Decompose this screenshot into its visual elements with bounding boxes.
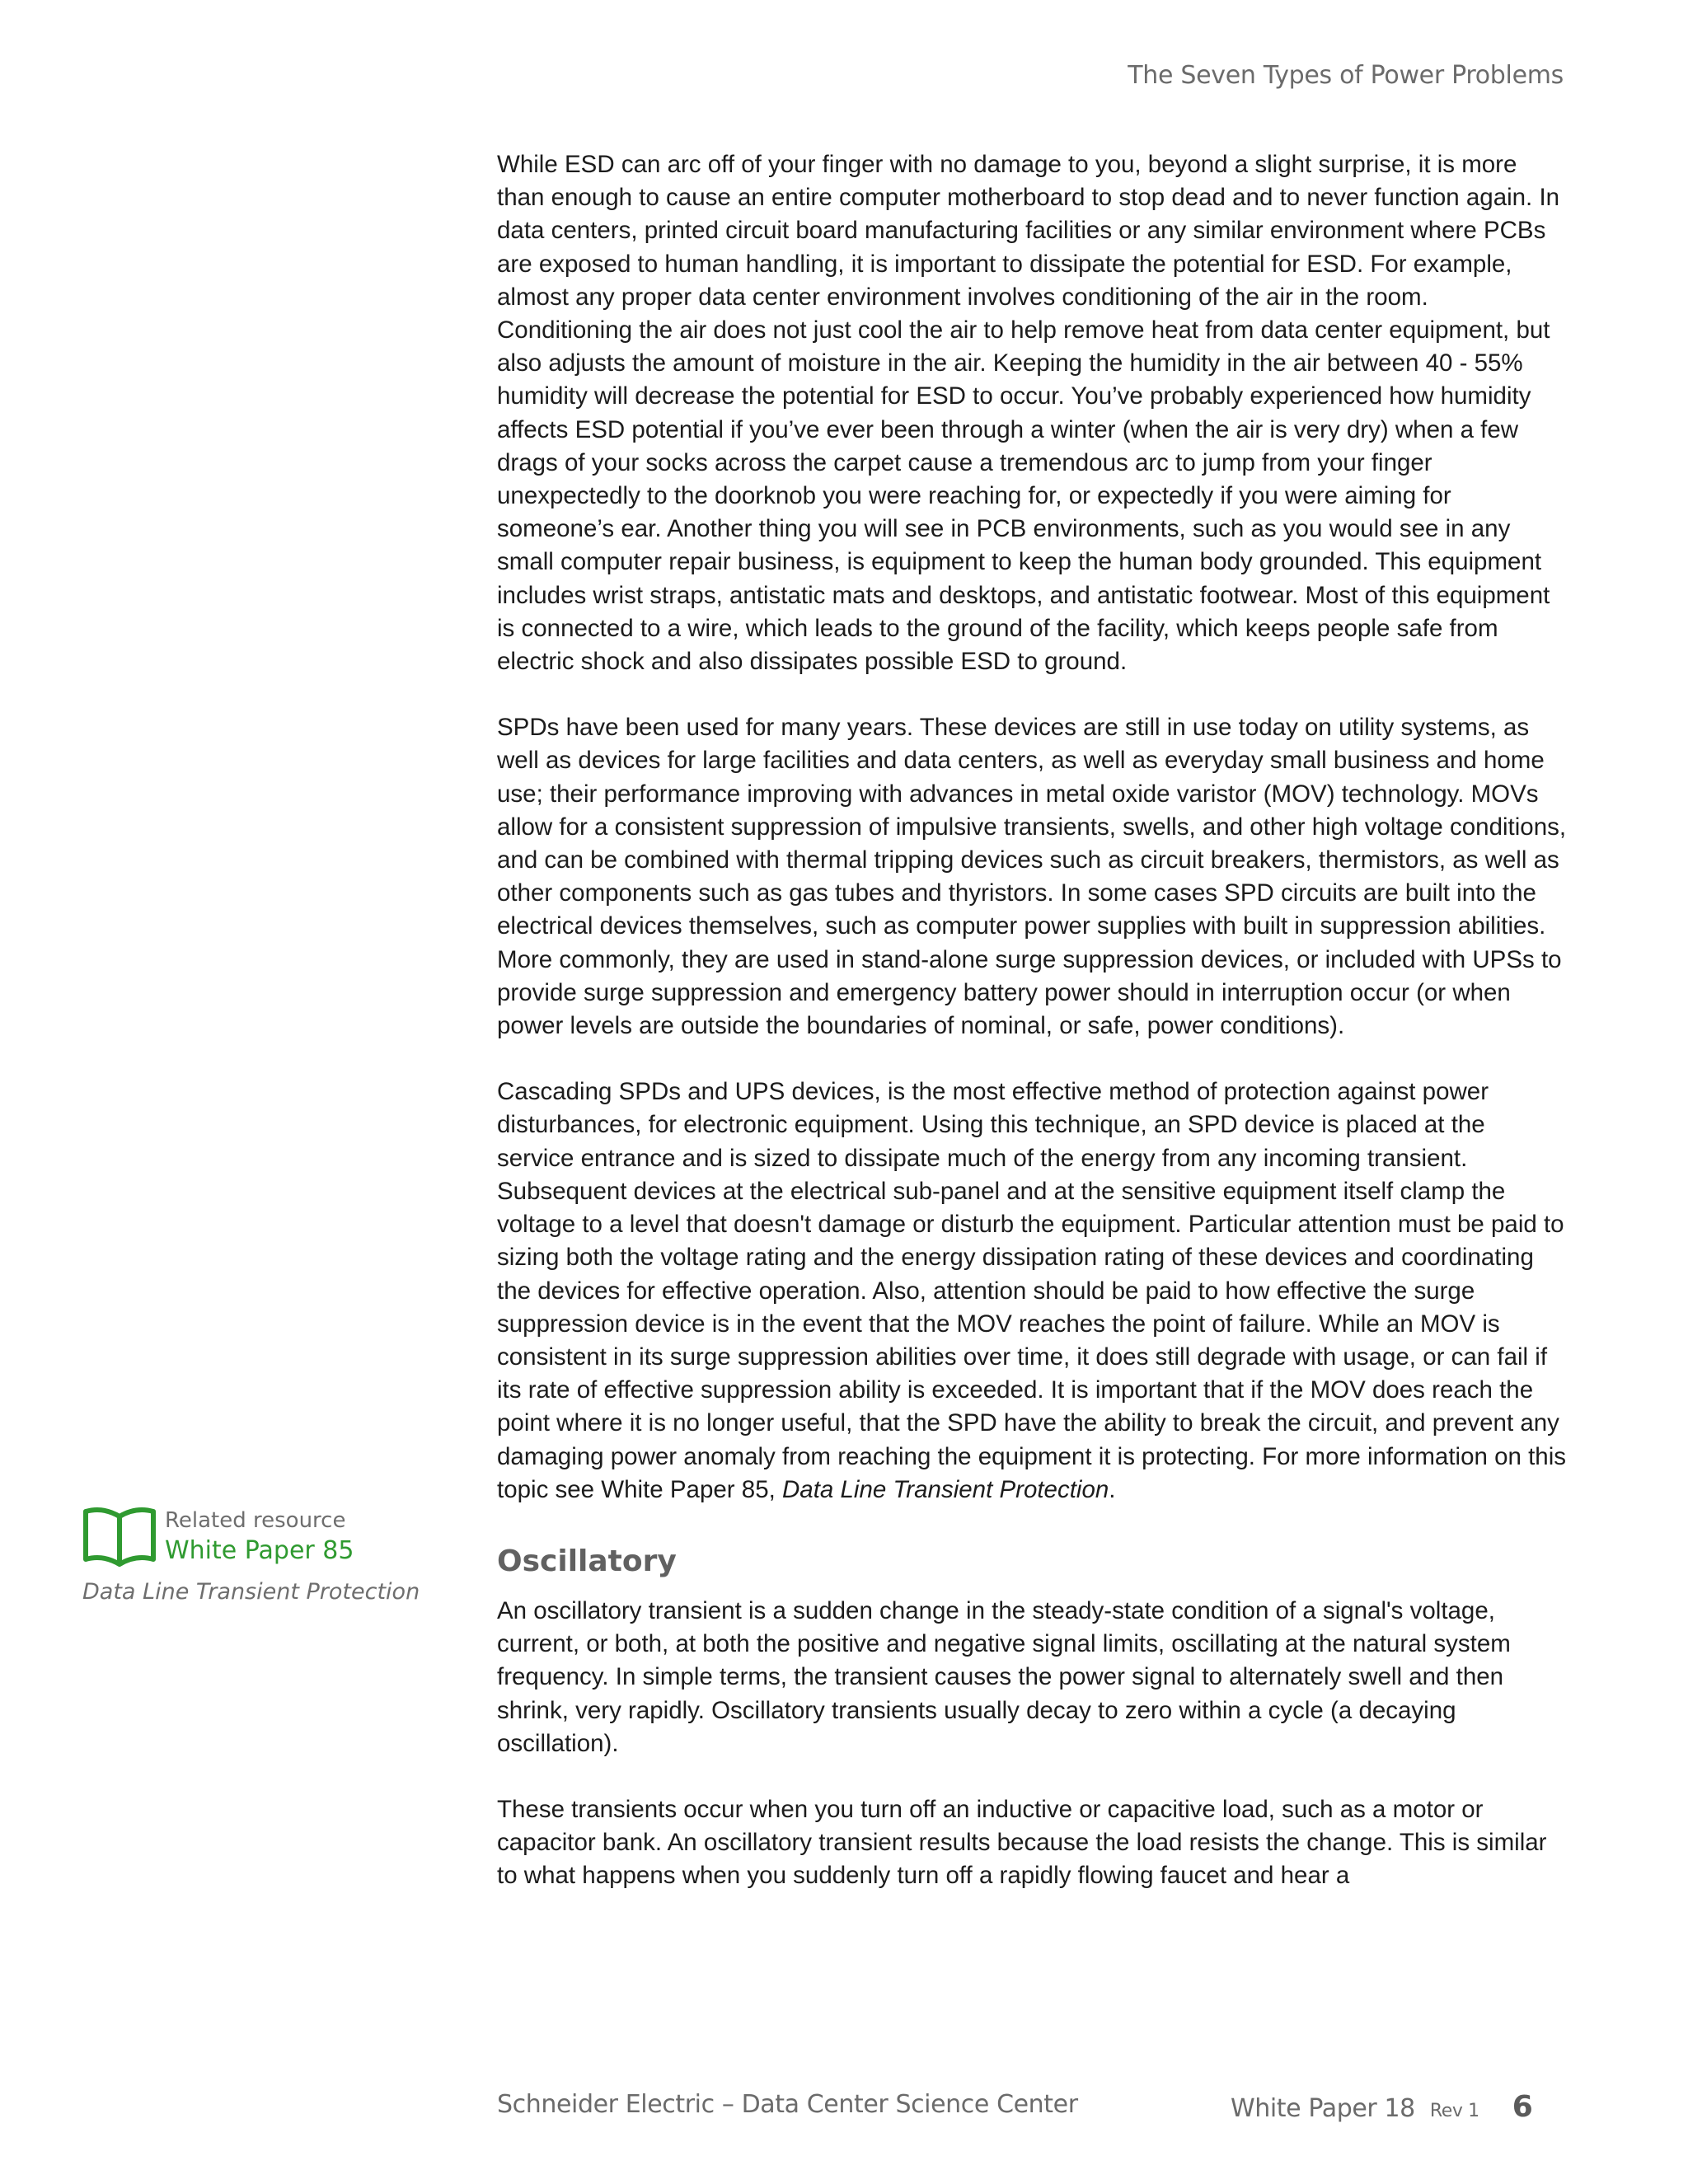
paragraph-cascading-text: Cascading SPDs and UPS devices, is the most effective method of protection against power disturbances, for electronic equipment. Using this technique, an SPD device is placed at the service entrance and is sized to dissipate much of the energy from any incoming transient. Subsequent devices at the electrical sub-panel and at the sensitive equipment itself clamp the voltage to a level that doesn't damage or disturb the equipment. Particular attention must be paid to sizing both the voltage rating and the energy dissipation rating of these devices and coordinating the devices for effective operation. Also, attention should be paid to how effective the surge suppression device is in the event that the MOV reaches the point of failure. While an MOV is consistent in its surge suppression abilities over time, it does still degrade with usage, or can fail if its rate of effective suppression ability is exceeded. It is important that if the MOV does reach the point where it is no longer useful, that the SPD have the ability to break the circuit, and prevent any damaging power anomaly from reaching the equipment it is protecting. For more information on this topic see White Paper 85, — [497, 1078, 1567, 1503]
running-header-title: The Seven Types of Power Problems — [1128, 61, 1564, 90]
page-number: 6 — [1512, 2090, 1533, 2124]
paragraph-cascading-end: . — [1109, 1475, 1116, 1503]
section-heading-oscillatory: Oscillatory — [497, 1544, 677, 1578]
footer-paper-info — [1231, 2090, 1532, 2124]
related-white-paper-link[interactable]: White Paper 85 — [165, 1536, 354, 1565]
paragraph-cascading — [497, 1076, 1568, 1507]
paragraph-oscillatory-cause: These transients occur when you turn off an inductive or capacitive load, such as a motor or capacitor bank. An oscillatory transient results because the load resists the change. This is similar to what happens when you suddenly turn off a rapidly flowing faucet and hear a — [497, 1795, 1547, 1890]
related-resource-label: Related resource — [165, 1508, 346, 1533]
footer-white-paper: White Paper 18 — [1231, 2094, 1415, 2123]
paragraph-esd: While ESD can arc off of your finger with no damage to you, beyond a slight surprise, it is more than enough to cause an entire computer motherboard to stop dead and to never function again. In data centers, printed circuit board manufacturing facilities or any similar environment where PCBs are exposed to human handling, it is important to dissipate the potential for ESD. For example, almost any proper data center environment involves conditioning of the air in the room. Conditioning the air does not just cool the air to help remove heat from data center equipment, but also adjusts the amount of moisture in the air. Keeping the humidity in the air between 40 - 55% humidity will decrease the potential for ESD to occur. You’ve probably experienced how humidity affects ESD potential if you’ve ever been through a winter (when the air is very dry) when a few drags of your socks across the carpet cause a tremendous arc to jump from your finger unexpectedly to the doorknob you were reaching for, or expectedly if you were aiming for someone’s ear. Another thing you will see in PCB environments, such as you would see in any small computer repair business, is equipment to keep the human body grounded. This equipment includes wrist straps, antistatic mats and desktops, and antistatic footwear. Most of this equipment is connected to a wire, which leads to the ground of the facility, which keeps people safe from electric shock and also dissipates possible ESD to ground. — [497, 151, 1560, 676]
footer-publisher: Schneider Electric – Data Center Science Center — [497, 2090, 1078, 2119]
main-text-column — [497, 148, 1568, 1926]
paragraph-cascading-ref-title: Data Line Transient Protection — [782, 1475, 1109, 1503]
footer-revision: Rev 1 — [1429, 2101, 1479, 2121]
related-resource-title: Data Line Transient Protection — [82, 1579, 420, 1605]
paragraph-spd: SPDs have been used for many years. These devices are still in use today on utility systems, as well as devices for large facilities and data centers, as well as everyday small business and home use; their performance improving with advances in metal oxide varistor (MOV) technology. MOVs allow for a consistent suppression of impulsive transients, swells, and other high voltage conditions, and can be combined with thermal tripping devices such as circuit breakers, thermistors, as well as other components such as gas tubes and thyristors. In some cases SPD circuits are built into the electrical devices themselves, such as computer power supplies with built in suppression abilities. More commonly, they are used in stand-alone surge suppression devices, or included with UPSs to provide surge suppression and emergency battery power should in interruption occur (or when power levels are outside the boundaries of nominal, or safe, power conditions). — [497, 714, 1567, 1040]
paragraph-oscillatory-definition: An oscillatory transient is a sudden change in the steady-state condition of a signal's voltage, current, or both, at both the positive and negative signal limits, oscillating at the natural system frequency. In simple terms, the transient causes the power signal to alternately swell and then shrink, very rapidly. Oscillatory transients usually decay to zero within a cycle (a decaying oscillation). — [497, 1596, 1511, 1757]
open-book-icon — [82, 1507, 157, 1568]
